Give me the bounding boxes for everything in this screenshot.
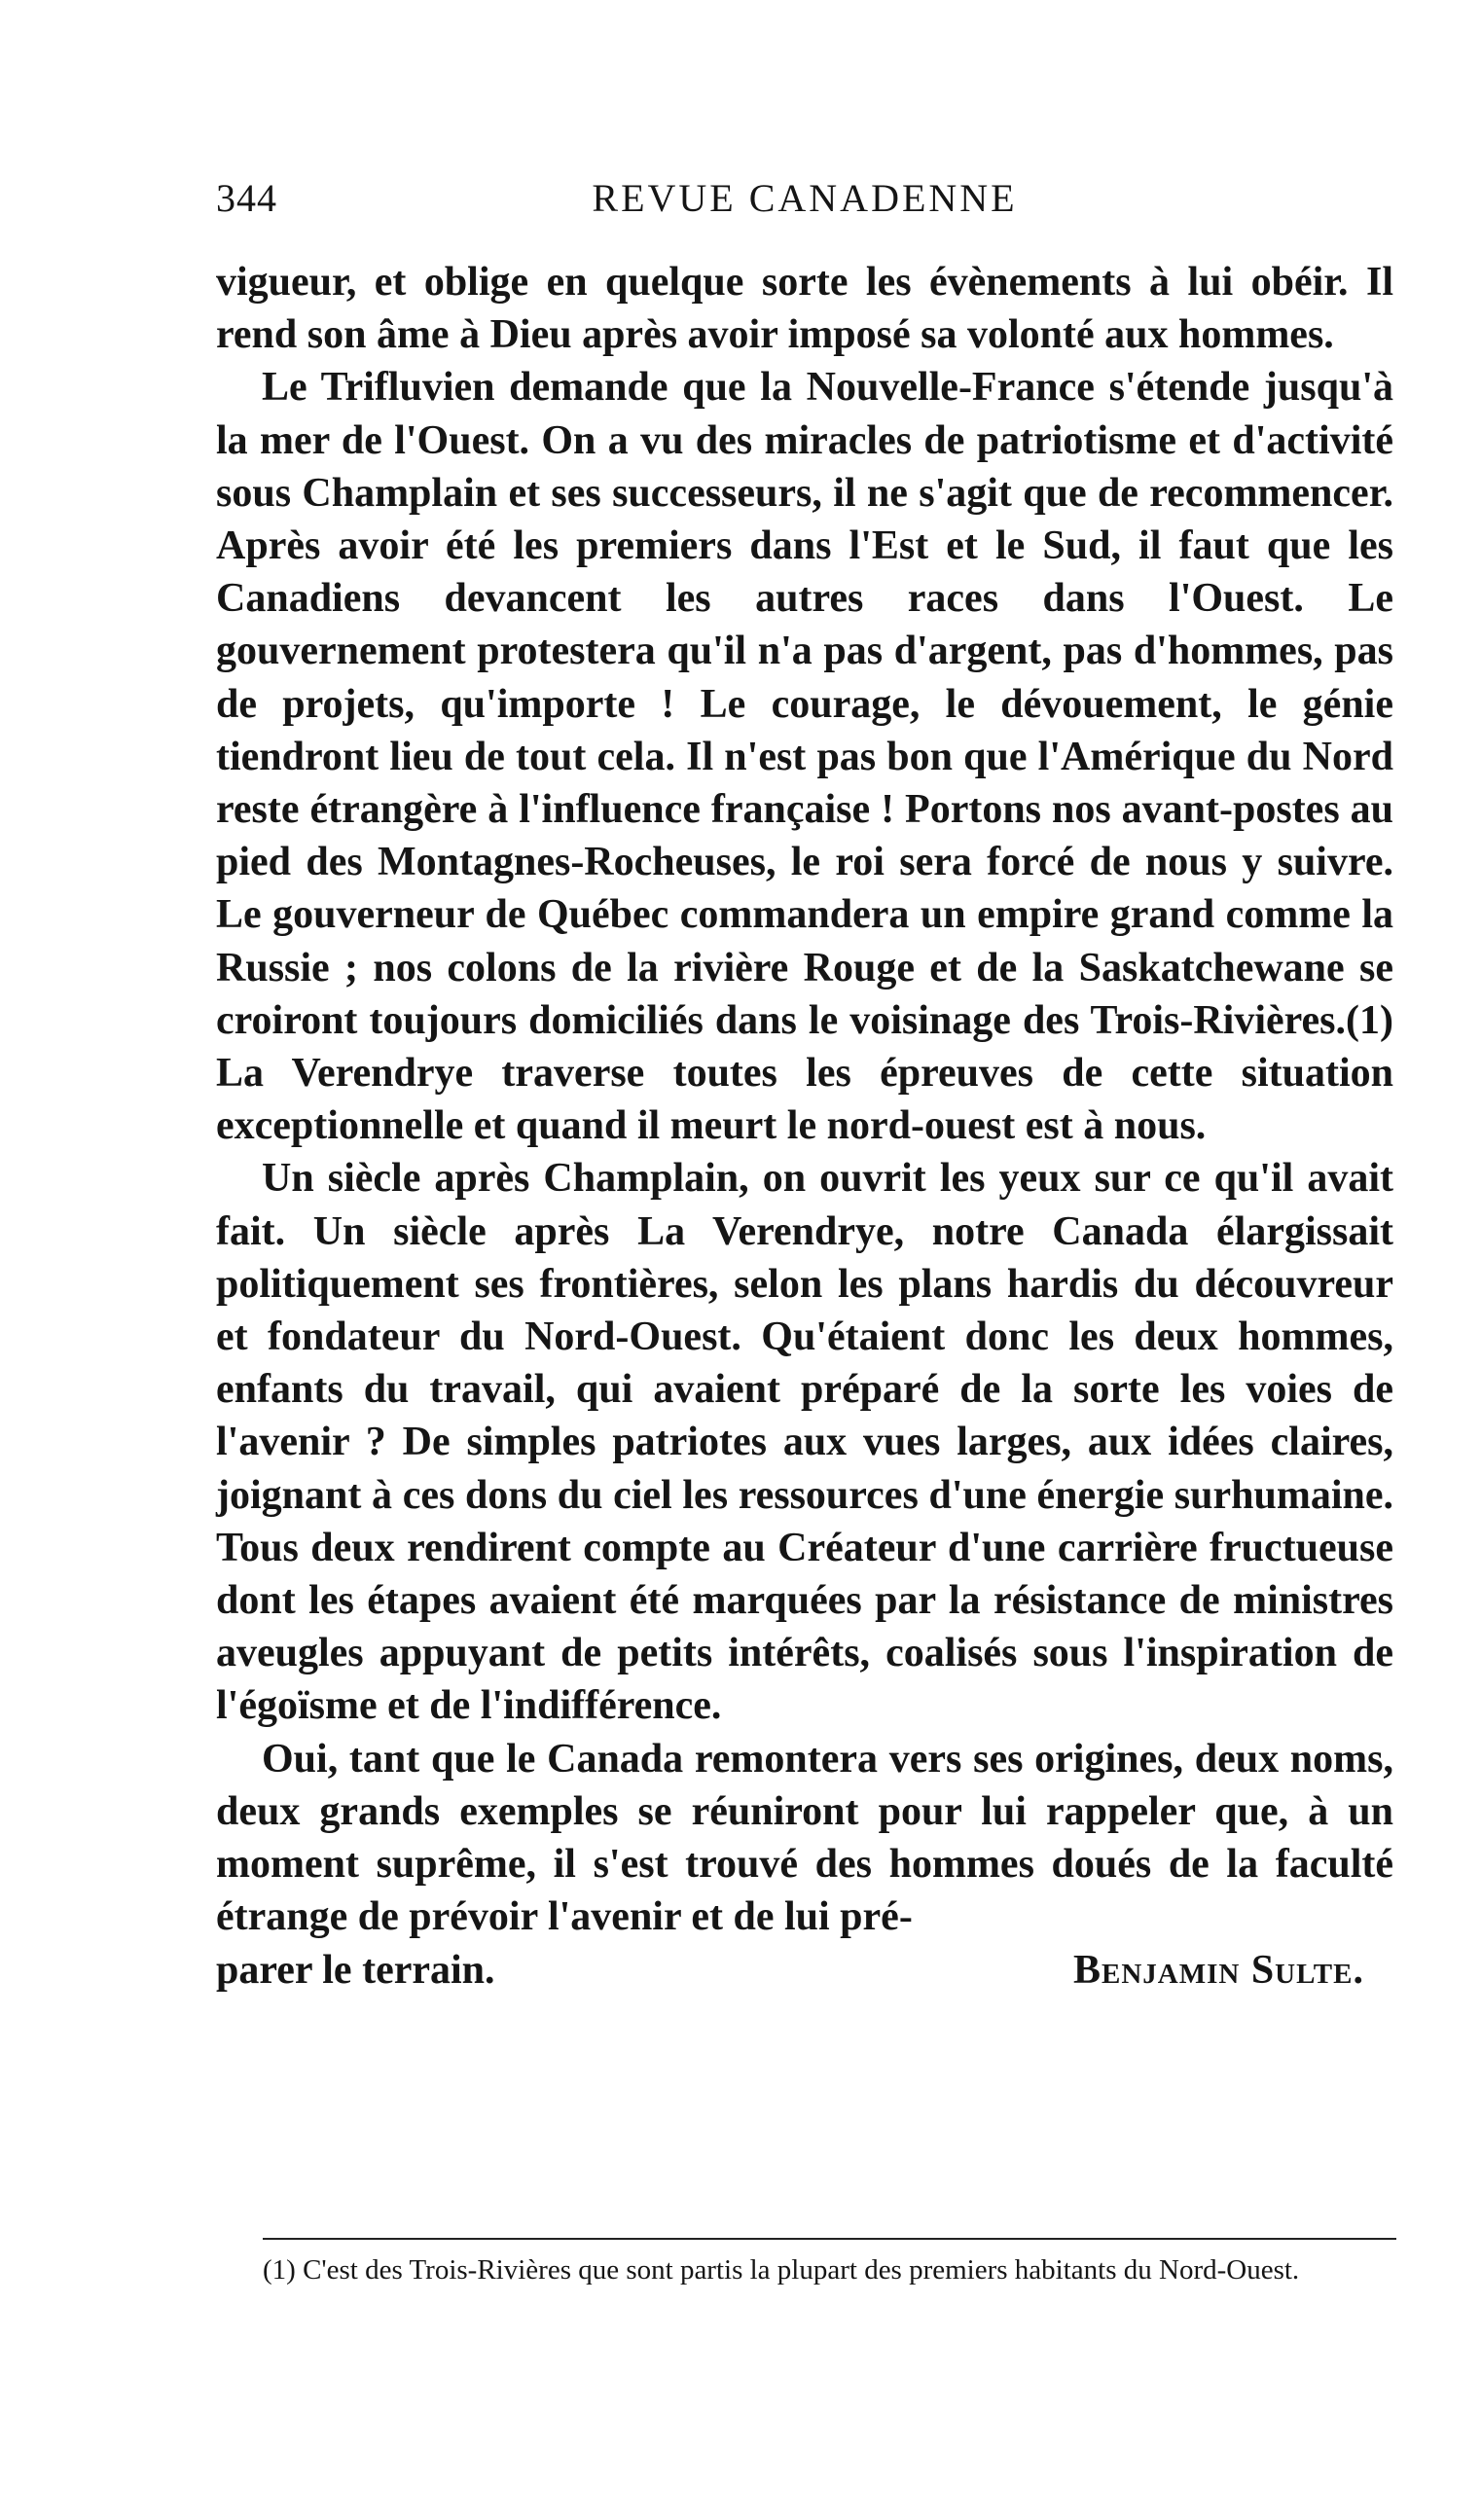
footnote-text: (1) C'est des Trois-Rivières que sont partis la plupart des premiers habitants du Nord-Ouest.: [263, 2254, 1300, 2286]
paragraph-3: Un siècle après Champlain, on ouvrit les yeux sur ce qu'il avait fait. Un siècle après La Verendrye, notre Canada élargissait politiquement ses frontières, selon les plans hardis du découvreur et fondateur du Nord-Ouest. Qu'étaient donc les deux hommes, enfants du travail, qui avaient préparé de la sorte les voies de l'avenir ? De simples patriotes aux vues larges, aux idées claires, joignant à ces dons du ciel les ressources d'une énergie surhumaine. Tous deux rendirent compte au Créateur d'une carrière fructueuse dont les étapes avaient été marquées par la résistance de ministres aveugles appuyant de petits intérêts, coalisés sous l'inspiration de l'égoïsme et de l'indifférence.: [216, 1156, 1393, 1729]
author-signature: Benjamin Sulte.: [1072, 1947, 1364, 1993]
running-head: REVUE CANADENNE: [592, 176, 1018, 220]
body-text: [216, 256, 1393, 1997]
closing-line: [216, 1944, 1393, 1997]
page-header: [216, 175, 1393, 234]
page-number: 344: [216, 176, 277, 220]
paragraph-2: Le Trifluvien demande que la Nouvelle-France s'étende jusqu'à la mer de l'Ouest. On a vu des miracles de patriotisme et d'activité sous Champlain et ses successeurs, il ne s'agit que de recommencer. Après avoir été les premiers dans l'Est et le Sud, il faut que les Canadiens devancent les autres races dans l'Ouest. Le gouvernement protestera qu'il n'a pas d'argent, pas d'hommes, pas de projets, qu'importe ! Le courage, le dévouement, le génie tiendront lieu de tout cela. Il n'est pas bon que l'Amérique du Nord reste étrangère à l'influence française ! Portons nos avant-postes au pied des Montagnes-Rocheuses, le roi sera forcé de nous y suivre. Le gouverneur de Québec commandera un empire grand comme la Russie ; nos colons de la rivière Rouge et de la Saskatchewane se croiront toujours domiciliés dans le voisinage des Trois-Rivières.(1) La Verendrye traverse toutes les épreuves de cette situation exceptionnelle et quand il meurt le nord-ouest est à nous.: [216, 365, 1393, 1149]
footnote-rule: [263, 2238, 1396, 2240]
footnote: [216, 2253, 1393, 2286]
closing-text: parer le terrain.: [216, 1947, 495, 1993]
paragraph-1: vigueur, et oblige en quelque sorte les évènements à lui obéir. Il rend son âme à Dieu après avoir imposé sa volonté aux hommes.: [216, 260, 1393, 358]
paragraph-4: Oui, tant que le Canada remontera vers ses origines, deux noms, deux grands exemples se réuniront pour lui rappeler que, à un moment suprême, il s'est trouvé des hommes doués de la faculté étrange de prévoir l'avenir et de lui pré-: [216, 1736, 1393, 1940]
